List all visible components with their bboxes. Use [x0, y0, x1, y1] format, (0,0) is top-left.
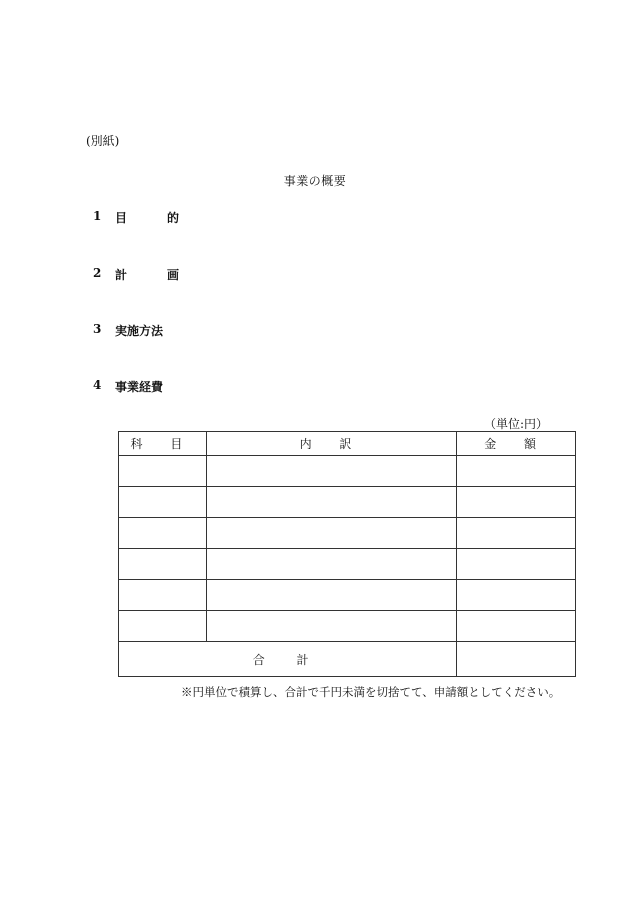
section-title: 事業経費: [115, 380, 164, 394]
item-cell[interactable]: [119, 580, 207, 611]
amount-cell[interactable]: [457, 518, 576, 549]
breakdown-cell[interactable]: [206, 580, 456, 611]
item-cell[interactable]: [119, 456, 207, 487]
section-number: 2: [93, 266, 102, 280]
section-number: 3: [93, 322, 102, 336]
item-cell[interactable]: [119, 487, 207, 518]
total-row: [119, 642, 576, 677]
breakdown-cell[interactable]: [206, 611, 456, 642]
expense-table: [118, 431, 576, 677]
unit-note: （単位:円）: [483, 417, 548, 431]
amount-cell[interactable]: [457, 456, 576, 487]
table-row: [119, 456, 576, 487]
table-row: [119, 487, 576, 518]
section-title: 計 画: [115, 268, 194, 282]
section-number: 1: [93, 209, 102, 223]
amount-cell[interactable]: [457, 487, 576, 518]
section-method: [93, 322, 163, 339]
table-row: [119, 580, 576, 611]
header-item: 科 目: [119, 432, 207, 456]
breakdown-cell[interactable]: [206, 487, 456, 518]
header-amount: 金 額: [457, 432, 576, 456]
total-amount-cell[interactable]: [457, 642, 576, 677]
footnote: ※円単位で積算し、合計で千円未満を切捨てて、申請額としてください。: [181, 685, 561, 699]
item-cell[interactable]: [119, 518, 207, 549]
breakdown-cell[interactable]: [206, 518, 456, 549]
table-row: [119, 518, 576, 549]
section-title: 実施方法: [115, 324, 164, 338]
item-cell[interactable]: [119, 549, 207, 580]
section-expenses: [93, 378, 163, 395]
breakdown-cell[interactable]: [206, 456, 456, 487]
section-number: 4: [93, 378, 102, 392]
section-plan: [93, 266, 193, 283]
table-row: [119, 611, 576, 642]
attachment-label: (別紙): [86, 134, 120, 148]
amount-cell[interactable]: [457, 611, 576, 642]
document-title: 事業の概要: [283, 174, 347, 188]
section-title: 目 的: [115, 211, 194, 225]
header-breakdown: 内 訳: [206, 432, 456, 456]
breakdown-cell[interactable]: [206, 549, 456, 580]
total-label: 合 計: [119, 642, 457, 677]
amount-cell[interactable]: [457, 549, 576, 580]
table-header-row: [119, 432, 576, 456]
section-purpose: [93, 209, 193, 226]
amount-cell[interactable]: [457, 580, 576, 611]
item-cell[interactable]: [119, 611, 207, 642]
table-row: [119, 549, 576, 580]
